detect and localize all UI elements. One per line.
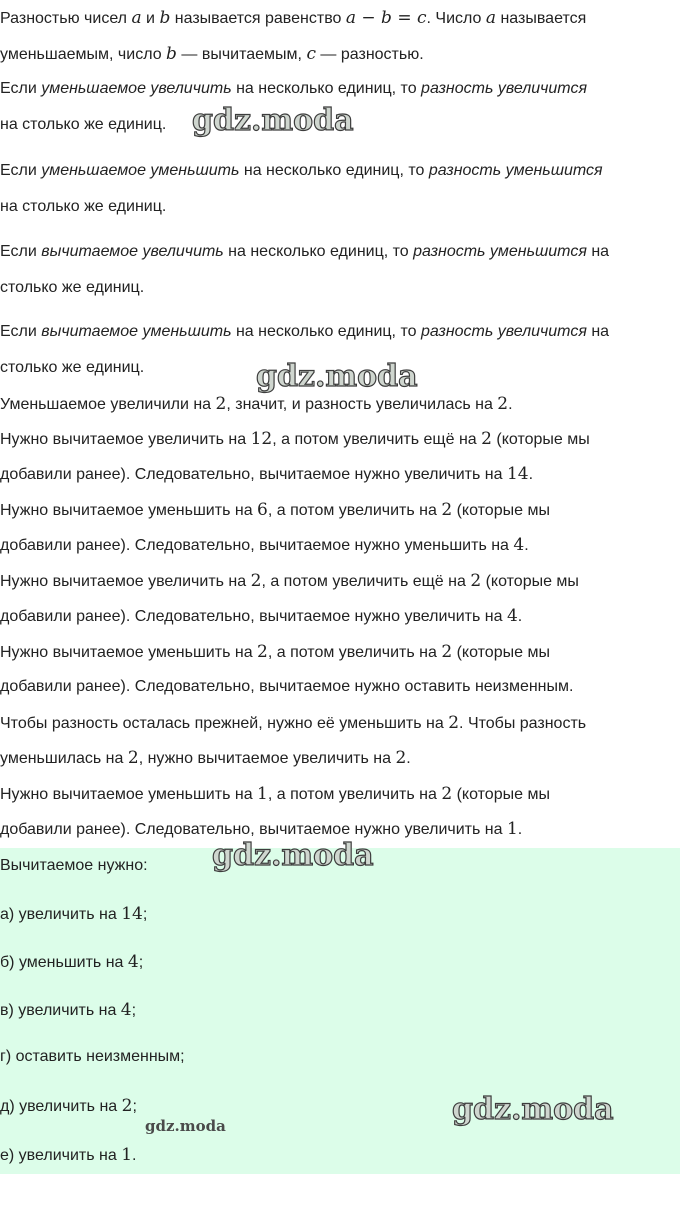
emphasis: разность увеличится: [421, 80, 587, 97]
text: добавили ранее). Следовательно, вычитаемое нужно увеличить на: [0, 466, 507, 483]
math-number: 1: [257, 784, 268, 804]
solution-line: [0, 571, 579, 591]
emphasis: уменьшаемое уменьшить: [41, 162, 240, 179]
math-number: 1: [121, 1145, 133, 1165]
watermark: gdz.moda: [256, 359, 418, 394]
math-number: 2: [441, 784, 453, 804]
definition-line-1: [0, 8, 586, 28]
answer-title: Вычитаемое нужно:: [0, 857, 148, 874]
math-number: 2: [395, 748, 407, 768]
text: Нужно вычитаемое уменьшить на: [0, 644, 258, 661]
text: , значит, и разность увеличилась на: [226, 396, 498, 413]
text: .: [517, 821, 523, 838]
solution-line: [0, 464, 533, 484]
text: Уменьшаемое увеличили на: [0, 396, 216, 413]
rule-1-line-2: на столько же единиц.: [0, 116, 167, 133]
text: (которые мы: [452, 644, 550, 661]
math-number: 2: [250, 571, 262, 591]
solution-line: [0, 678, 573, 696]
emphasis: вычитаемое уменьшить: [41, 323, 232, 340]
text: — вычитаемым,: [176, 46, 307, 63]
math-number: 2: [497, 394, 509, 414]
emphasis: разность уменьшится: [428, 162, 603, 179]
math-number: 6: [257, 500, 268, 520]
text: уменьшилась на: [0, 750, 128, 767]
text: Нужно вычитаемое уменьшить на: [0, 502, 258, 519]
math-number: 2: [127, 748, 139, 768]
text: добавили ранее). Следовательно, вычитаемое нужно уменьшить на: [0, 537, 514, 554]
rule-4-line-1: [0, 323, 609, 341]
text: — разностью.: [315, 46, 424, 63]
text: на несколько единиц, то: [231, 323, 421, 340]
text: г) оставить неизменным;: [0, 1048, 185, 1065]
text: .: [517, 608, 523, 625]
text: называется равенство: [170, 10, 346, 27]
solution-line: [0, 713, 586, 733]
text: Разностью чисел: [0, 10, 132, 27]
text: в) увеличить на: [0, 1002, 121, 1019]
math-number: 12: [250, 429, 273, 449]
math-number: 4: [506, 606, 518, 626]
solution-line: [0, 429, 590, 449]
text: на несколько единиц, то: [223, 243, 414, 260]
math-number: 2: [441, 642, 453, 662]
text: , а потом увеличить на: [267, 644, 442, 661]
text: Если: [0, 323, 42, 340]
text: .: [132, 1147, 137, 1164]
text: (которые мы: [481, 573, 579, 590]
text: ;: [138, 954, 144, 971]
math-var: a: [485, 8, 497, 28]
solution-line: [0, 394, 513, 414]
text: ;: [142, 906, 148, 923]
math-number: 2: [470, 571, 482, 591]
text: е) увеличить на: [0, 1147, 122, 1164]
math-number: 2: [441, 500, 453, 520]
answer-item: [0, 952, 143, 972]
math-var: c: [306, 44, 316, 64]
rule-2-line-2: на столько же единиц.: [0, 198, 167, 215]
emphasis: разность уменьшится: [413, 243, 587, 260]
answer-item: [0, 904, 147, 924]
rule-3-line-1: [0, 243, 609, 261]
text: и: [141, 10, 160, 27]
watermark: gdz.moda: [192, 103, 354, 138]
text: , а потом увеличить на: [267, 502, 442, 519]
emphasis: уменьшаемое увеличить: [41, 80, 232, 97]
text: (которые мы: [491, 431, 590, 448]
solution-line: [0, 500, 550, 520]
solution-line: [0, 748, 411, 768]
rule-1-line-1: [0, 80, 587, 98]
text: . Чтобы разность: [459, 715, 587, 732]
math-number: 14: [121, 904, 143, 924]
text: .: [406, 750, 411, 767]
math-number: 4: [513, 535, 525, 555]
answer-item: [0, 1048, 185, 1066]
math-var: b: [159, 8, 171, 28]
text: .: [508, 396, 513, 413]
text: на несколько единиц, то: [239, 162, 429, 179]
text: б) уменьшить на: [0, 954, 128, 971]
solution-line: [0, 606, 522, 626]
text: на: [586, 243, 610, 260]
text: (которые мы: [452, 502, 550, 519]
rule-3-line-2: столько же единиц.: [0, 279, 145, 296]
text: Если: [0, 243, 42, 260]
text: Нужно вычитаемое уменьшить на: [0, 786, 258, 803]
text: ;: [132, 1098, 137, 1115]
text: а) увеличить на: [0, 906, 122, 923]
text: Нужно вычитаемое увеличить на: [0, 573, 251, 590]
math-number: 2: [481, 429, 492, 449]
solution-line: [0, 642, 550, 662]
emphasis: разность увеличится: [420, 323, 587, 340]
math-number: 2: [215, 394, 227, 414]
solution-line: [0, 819, 522, 839]
rule-4-line-2: столько же единиц.: [0, 359, 145, 376]
emphasis: вычитаемое увеличить: [41, 243, 224, 260]
math-var: a: [131, 8, 142, 28]
solution-line: [0, 535, 529, 555]
text: д) увеличить на: [0, 1098, 122, 1115]
watermark: gdz.moda: [212, 838, 374, 873]
text: (которые мы: [452, 786, 550, 803]
answer-item: [0, 1000, 136, 1020]
text: ;: [131, 1002, 137, 1019]
text: Если: [0, 162, 42, 179]
text: называется: [496, 10, 587, 27]
math-number: 2: [121, 1096, 133, 1116]
text: , нужно вычитаемое увеличить на: [138, 750, 396, 767]
text: . Число: [426, 10, 486, 27]
math-number: 4: [120, 1000, 132, 1020]
definition-line-2: [0, 44, 424, 64]
text: .: [524, 537, 529, 554]
math-number: 2: [448, 713, 460, 733]
math-number: 1: [506, 819, 518, 839]
text: .: [528, 466, 534, 483]
math-number: 2: [257, 642, 268, 662]
rule-2-line-1: [0, 162, 603, 180]
text: , а потом увеличить ещё на: [261, 573, 471, 590]
solution-line: [0, 784, 550, 804]
answer-item: [0, 1145, 136, 1165]
watermark-small: gdz.moda: [145, 1117, 226, 1135]
math-number: 4: [127, 952, 139, 972]
text: на: [586, 323, 610, 340]
math-equation: a − b = c: [345, 8, 427, 28]
text: добавили ранее). Следовательно, вычитаемое нужно увеличить на: [0, 608, 507, 625]
text: , а потом увеличить на: [267, 786, 442, 803]
text: , а потом увеличить ещё на: [272, 431, 482, 448]
text: Чтобы разность осталась прежней, нужно её уменьшить на: [0, 715, 449, 732]
answer-item: [0, 1096, 137, 1116]
text: Нужно вычитаемое увеличить на: [0, 431, 251, 448]
math-number: 14: [506, 464, 529, 484]
text: уменьшаемым, число: [0, 46, 167, 63]
text: на несколько единиц, то: [231, 80, 422, 97]
text: добавили ранее). Следовательно, вычитаемое нужно увеличить на: [0, 821, 507, 838]
watermark: gdz.moda: [452, 1092, 614, 1127]
text: добавили ранее). Следовательно, вычитаемое нужно оставить неизменным.: [0, 678, 574, 695]
math-var: b: [166, 44, 177, 64]
text: Если: [0, 80, 42, 97]
